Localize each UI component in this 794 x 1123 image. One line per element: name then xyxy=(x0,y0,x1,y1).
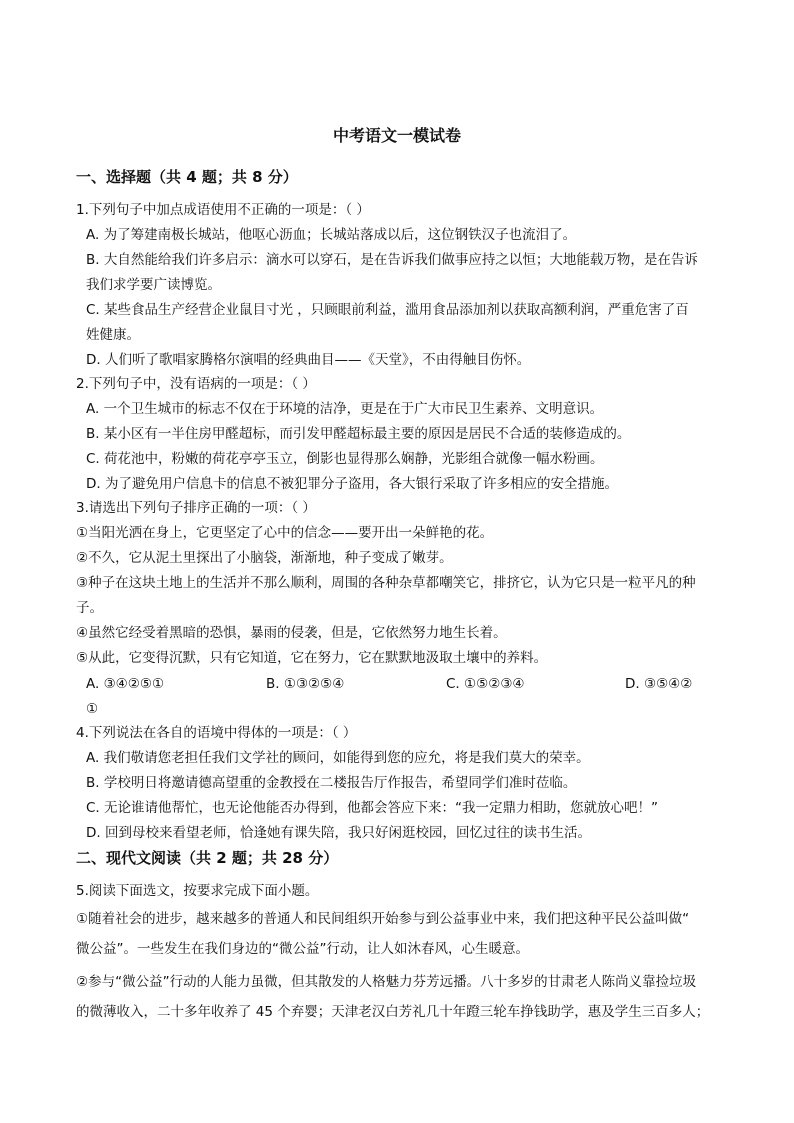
question-1-option-c-cont: 姓健康。 xyxy=(86,327,140,343)
question-3-option-c: C. ①⑤②③④ xyxy=(446,676,525,692)
question-3-sentence-1: ①当阳光洒在身上，它更坚定了心中的信念——要开出一朵鲜艳的花。 xyxy=(76,525,494,541)
question-5-stem: 5.阅读下面选文，按要求完成下面小题。 xyxy=(76,883,319,899)
question-3-sentence-3-cont: 子。 xyxy=(76,600,103,616)
question-3-sentence-2: ②不久，它从泥土里探出了小脑袋，渐渐地，种子变成了嫩芽。 xyxy=(76,550,453,566)
question-1-option-a: A. 为了筹建南极长城站，他呕心沥血；长城站落成以后，这位钢铁汉子也流泪了。 xyxy=(86,227,577,243)
question-2-option-b: B. 某小区有一半住房甲醛超标，而引发甲醛超标最主要的原因是居民不合适的装修造成的。 xyxy=(86,426,631,442)
question-4-option-a: A. 我们敬请您老担任我们文学社的顾问，如能得到您的应允，将是我们莫大的荣幸。 xyxy=(86,750,590,766)
passage-paragraph-1: ①随着社会的进步，越来越多的普通人和民间组织开始参与到公益事业中来，我们把这种平民公益叫做“ xyxy=(76,911,690,927)
page-title: 中考语文一模试卷 xyxy=(332,126,461,145)
question-2-option-d: D. 为了避免用户信息卡的信息不被犯罪分子盗用，各大银行采取了许多相应的安全措施。 xyxy=(86,476,618,492)
question-4-option-d: D. 回到母校来看望老师，恰逢她有课失陪，我只好闲逛校园，回忆过往的读书生活。 xyxy=(86,825,591,841)
question-1-option-c: C. 某些食品生产经营企业鼠目寸光 ，只顾眼前利益，滥用食品添加剂以获取高额利润，严重危害了百 xyxy=(86,302,689,318)
question-1-option-d: D. 人们听了歌唱家腾格尔演唱的经典曲目——《天堂》，不由得触目伤怀。 xyxy=(86,352,531,368)
section-heading-reading: 二、现代文阅读（共 2 题；共 28 分） xyxy=(76,849,339,867)
question-4-option-b: B. 学校明日将邀请德高望重的金教授在二楼报告厅作报告，希望同学们准时莅临。 xyxy=(86,775,577,791)
question-2-stem: 2.下列句子中，没有语病的一项是：（ ） xyxy=(76,376,316,392)
question-1-option-b: B. 大自然能给我们许多启示：滴水可以穿石，是在告诉我们做事应持之以恒；大地能载万物，是在告诉 xyxy=(86,252,698,268)
question-4-option-c: C. 无论谁请他帮忙，也无论他能否办得到，他都会答应下来：“我一定鼎力相助，您就放心吧！” xyxy=(86,800,658,816)
question-3-option-a: A. ③④②⑤① xyxy=(86,676,165,692)
question-3-sentence-3: ③种子在这块土地上的生活并不那么顺利，周围的各种杂草都嘲笑它，排挤它，认为它只是一粒平凡的种 xyxy=(76,575,696,591)
passage-paragraph-2-cont: 的微薄收入，二十多年收养了 45 个弃婴；天津老汉白芳礼几十年蹬三轮车挣钱助学，惠及学生三百多人； xyxy=(76,1004,710,1020)
question-3-option-d-cont: ① xyxy=(86,701,99,717)
question-3-option-d: D. ③⑤④② xyxy=(625,676,693,692)
question-1-stem: 1.下列句子中加点成语使用不正确的一项是：（ ） xyxy=(76,202,370,218)
passage-paragraph-2: ②参与“微公益”行动的人能力虽微，但其散发的人格魅力芬芳远播。八十多岁的甘肃老人陈尚义靠捡垃圾 xyxy=(76,974,697,990)
question-3-option-b: B. ①③②⑤④ xyxy=(266,676,345,692)
question-3-sentence-4: ④虽然它经受着黑暗的恐惧，暴雨的侵袭，但是，它依然努力地生长着。 xyxy=(76,625,507,641)
question-3-sentence-5: ⑤从此，它变得沉默，只有它知道，它在努力，它在默默地汲取土壤中的养料。 xyxy=(76,650,548,666)
question-1-option-b-cont: 我们求学要广读博览。 xyxy=(86,277,221,293)
question-3-stem: 3.请选出下列句子排序正确的一项：（ ） xyxy=(76,500,316,516)
passage-paragraph-1-cont: 微公益”。一些发生在我们身边的“微公益”行动，让人如沐春风，心生暖意。 xyxy=(76,941,529,957)
section-heading-choice: 一、选择题（共 4 题；共 8 分） xyxy=(76,168,298,186)
question-2-option-a: A. 一个卫生城市的标志不仅在于环境的洁净，更是在于广大市民卫生素养、文明意识。 xyxy=(86,401,604,417)
question-2-option-c: C. 荷花池中，粉嫩的荷花亭亭玉立，倒影也显得那么娴静，光影组合就像一幅水粉画。 xyxy=(86,451,604,467)
question-4-stem: 4.下列说法在各自的语境中得体的一项是：（ ） xyxy=(76,725,357,741)
